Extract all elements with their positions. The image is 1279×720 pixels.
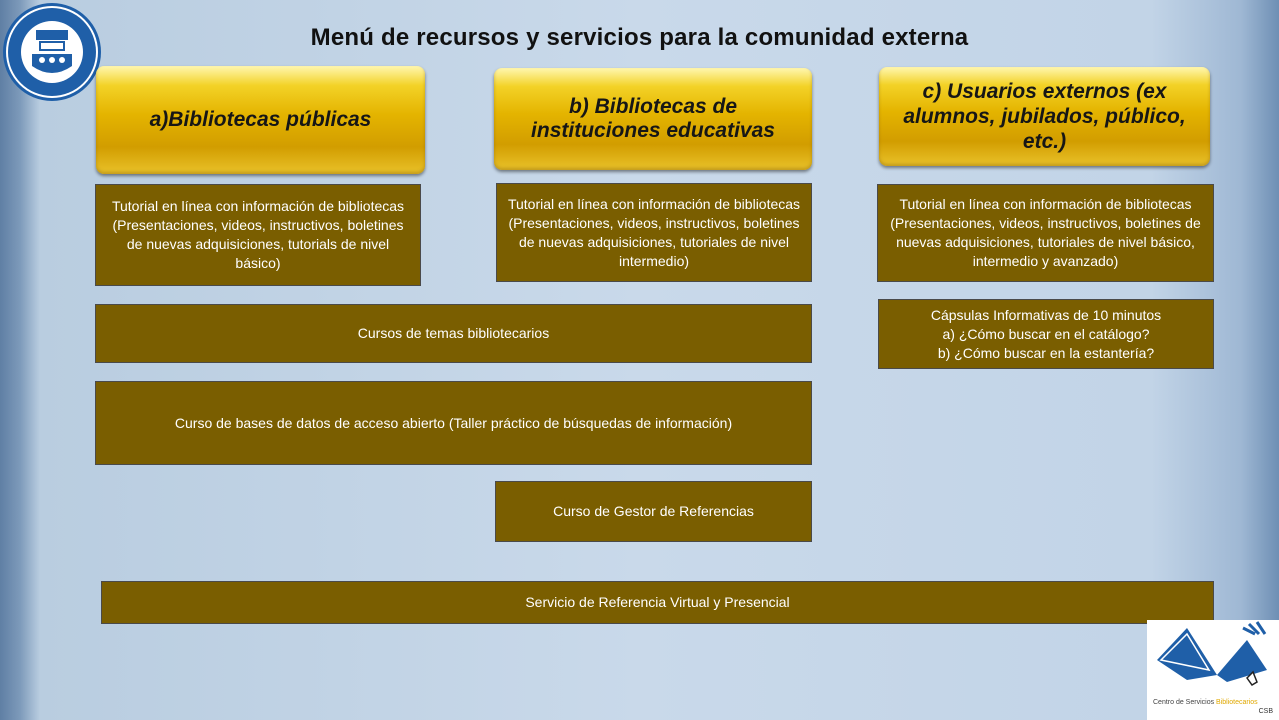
open-book-icon: [1147, 620, 1279, 698]
tutorial-box-publicas: [95, 184, 421, 286]
tutorial-text: Tutorial en línea con información de bibliotecas (Presentaciones, videos, instructivos, boletines de nuevas adquisiciones, tutorials de nivel básico): [111, 198, 405, 271]
servicio-box: [101, 581, 1214, 624]
curso-bases-text: Curso de bases de datos de acceso abierto (Taller práctico de búsquedas de información): [174, 414, 733, 431]
tutorial-box-usuarios: [877, 184, 1214, 282]
curso-gestor-text: Curso de Gestor de Referencias: [553, 503, 754, 519]
tutorial-text: Tutorial en línea con información de bibliotecas (Presentaciones, videos, instructivos, boletines de nuevas adquisiciones, tutoriales de nivel básico, intermedio y avanzado): [890, 196, 1201, 269]
page-title: Menú de recursos y servicios para la comunidad externa: [310, 24, 969, 51]
tutorial-box-instituciones: [496, 183, 812, 282]
curso-gestor-box: [495, 481, 812, 542]
capsulas-title: Cápsulas Informativas de 10 minutos: [930, 306, 1162, 323]
csb-logo: [1147, 620, 1279, 720]
csb-label: Centro de Servicios Bibliotecarios: [1153, 699, 1258, 706]
header-instituciones-educativas: [494, 68, 812, 170]
capsulas-item-catalogo: a) ¿Cómo buscar en el catálogo?: [942, 325, 1150, 342]
csb-abbr: CSB: [1258, 708, 1273, 715]
cursos-text: Cursos de temas bibliotecarios: [357, 325, 550, 341]
university-seal-logo: [2, 2, 102, 102]
capsulas-box: [878, 299, 1214, 369]
servicio-text: Servicio de Referencia Virtual y Presencial: [525, 594, 790, 610]
header-bibliotecas-publicas: [96, 66, 425, 174]
cursos-box: [95, 304, 812, 363]
header-usuarios-externos: [879, 67, 1210, 166]
tutorial-text: Tutorial en línea con información de bibliotecas (Presentaciones, videos, instructivos, boletines de nuevas adquisiciones, tutoriales de nivel intermedio): [507, 195, 801, 269]
capsulas-item-estanteria: b) ¿Cómo buscar en la estantería?: [937, 344, 1155, 361]
header-label: a)Bibliotecas públicas: [149, 108, 372, 131]
curso-bases-box: [95, 381, 812, 465]
header-label: b) Bibliotecas de instituciones educativas: [531, 95, 775, 142]
header-label: c) Usuarios externos (ex alumnos, jubilados, público, etc.): [903, 80, 1186, 153]
